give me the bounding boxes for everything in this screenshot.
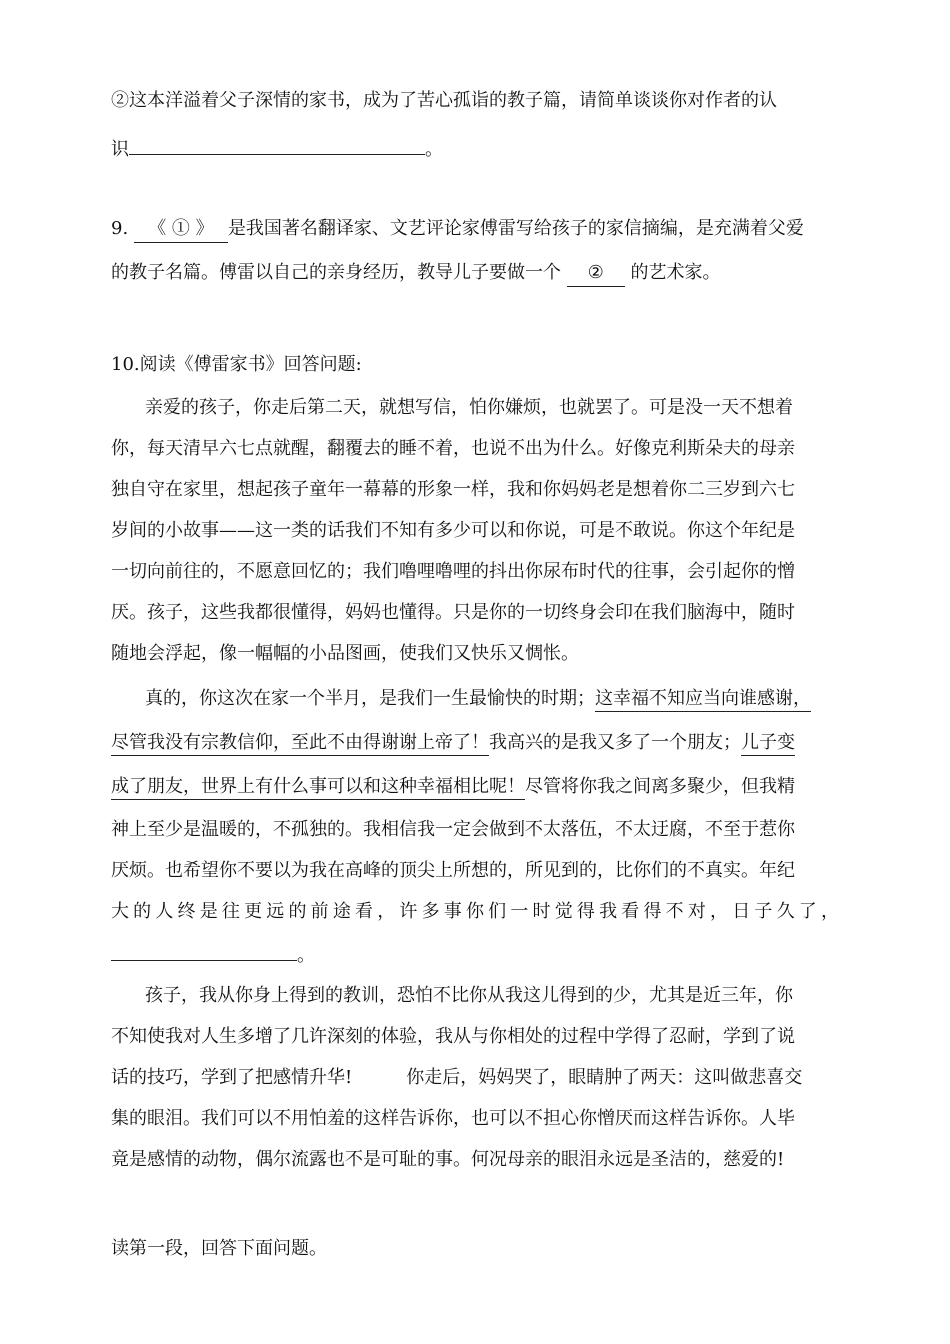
q10-p2-text: 尽管将你我之间离多聚少，但我精 bbox=[525, 776, 795, 797]
q9-blank-2[interactable]: ② bbox=[567, 260, 625, 287]
q10-title: 10.阅读《傅雷家书》回答问题: bbox=[111, 354, 362, 375]
q10-p2-line3 bbox=[111, 774, 795, 800]
q10-p1-line: 独自守在家里，想起孩子童年一幕幕的形象一样，我和你妈妈老是想着你二三岁到六七 bbox=[111, 479, 795, 500]
q9-line1 bbox=[111, 216, 804, 243]
q10-p1-line: 厌。孩子，这些我都很懂得，妈妈也懂得。只是你的一切终身会印在我们脑海中，随时 bbox=[111, 602, 795, 623]
q9-number: 9. bbox=[111, 218, 129, 239]
q10-p1-line: 随地会浮起，像一幅幅的小品图画，使我们又快乐又惆怅。 bbox=[111, 643, 579, 664]
q10-p1-line: 一切向前往的，不愿意回忆的；我们噜哩噜哩的抖出你尿布时代的往事，会引起你的憎 bbox=[111, 561, 795, 582]
q9-blank-1[interactable]: 《 ① 》 bbox=[134, 216, 228, 243]
q10-p1-line: 亲爱的孩子，你走后第二天，就想写信，怕你嫌烦，也就罢了。可是没一天不想着 bbox=[145, 397, 793, 418]
q8-answer-blank[interactable] bbox=[129, 134, 425, 155]
q10-p2-line7 bbox=[111, 940, 315, 969]
q10-p2-line: 神上至少是温暖的，不孤独的。我相信我一定会做到不太落伍，不太迂腐，不至于惹你 bbox=[111, 819, 795, 840]
q10-p2-line: 厌烦。也希望你不要以为我在高峰的顶尖上所想的，所见到的，比你们的不真实。年纪 bbox=[111, 860, 795, 881]
q9-line2 bbox=[111, 260, 720, 287]
q8-part2-line1: ②这本洋溢着父子深情的家书，成为了苦心孤诣的教子篇，请简单谈谈你对作者的认 bbox=[111, 90, 777, 111]
q9-text2-suffix: 的艺术家。 bbox=[630, 262, 721, 283]
q10-p3-line: 孩子，我从你身上得到的教训，恐怕不比你从我这儿得到的少，尤其是近三年，你 bbox=[145, 985, 793, 1006]
q10-p2-line: 大的人终是往更远的前途看，许多事你们一时觉得我看得不对，日子久了， bbox=[111, 901, 839, 922]
q10-p3-line: 不知使我对人生多增了几许深刻的体验，我从与你相处的过程中学得了忍耐，学到了说 bbox=[111, 1026, 795, 1047]
q8-part2-line2 bbox=[111, 134, 443, 163]
q8-part2-suffix: 。 bbox=[425, 139, 443, 160]
q10-p3-line: 集的眼泪。我们可以不用怕羞的这样告诉你，也可以不担心你憎厌而这样告诉你。人毕 bbox=[111, 1108, 795, 1129]
q10-p3-line: 话的技巧，学到了把感情升华! 你走后，妈妈哭了，眼睛肿了两天：这叫做悲喜交 bbox=[111, 1067, 803, 1088]
q10-p2-line2 bbox=[111, 730, 795, 756]
q10-p2-suffix: 。 bbox=[297, 945, 315, 966]
q10-p2-underlined-sentence: 成了朋友，世界上有什么事可以和这种幸福相比呢！ bbox=[111, 776, 525, 800]
q9-text2-prefix: 的教子名篇。傅雷以自己的亲身经历，教导儿子要做一个 bbox=[111, 262, 561, 283]
q8-part2-prefix: 识 bbox=[111, 139, 129, 160]
q10-instruction: 读第一段，回答下面问题。 bbox=[111, 1238, 327, 1259]
q10-p2-underlined-sentence: 儿子变 bbox=[741, 732, 795, 756]
q10-p1-line: 岁间的小故事——这一类的话我们不知有多少可以和你说，可是不敢说。你这个年纪是 bbox=[111, 520, 795, 541]
q10-p2-text: 真的，你这次在家一个半月，是我们一生最愉快的时期； bbox=[145, 688, 595, 709]
q10-answer-blank[interactable] bbox=[111, 940, 297, 961]
q10-p2-underlined-sentence: 尽管我没有宗教信仰，至此不由得谢谢上帝了！ bbox=[111, 732, 489, 756]
q10-p1-line: 你，每天清早六七点就醒，翻覆去的睡不着，也说不出为什么。好像克利斯朵夫的母亲 bbox=[111, 438, 795, 459]
q10-p2-line1 bbox=[145, 686, 811, 712]
q10-p3-line: 竟是感情的动物，偶尔流露也不是可耻的事。何况母亲的眼泪永远是圣洁的，慈爱的! bbox=[111, 1149, 785, 1170]
q10-p2-text: 我高兴的是我又多了一个朋友； bbox=[489, 732, 741, 753]
q10-p2-underlined-sentence: 这幸福不知应当向谁感谢， bbox=[595, 688, 811, 712]
q9-text1: 是我国著名翻译家、文艺评论家傅雷写给孩子的家信摘编，是充满着父爱 bbox=[227, 218, 804, 239]
